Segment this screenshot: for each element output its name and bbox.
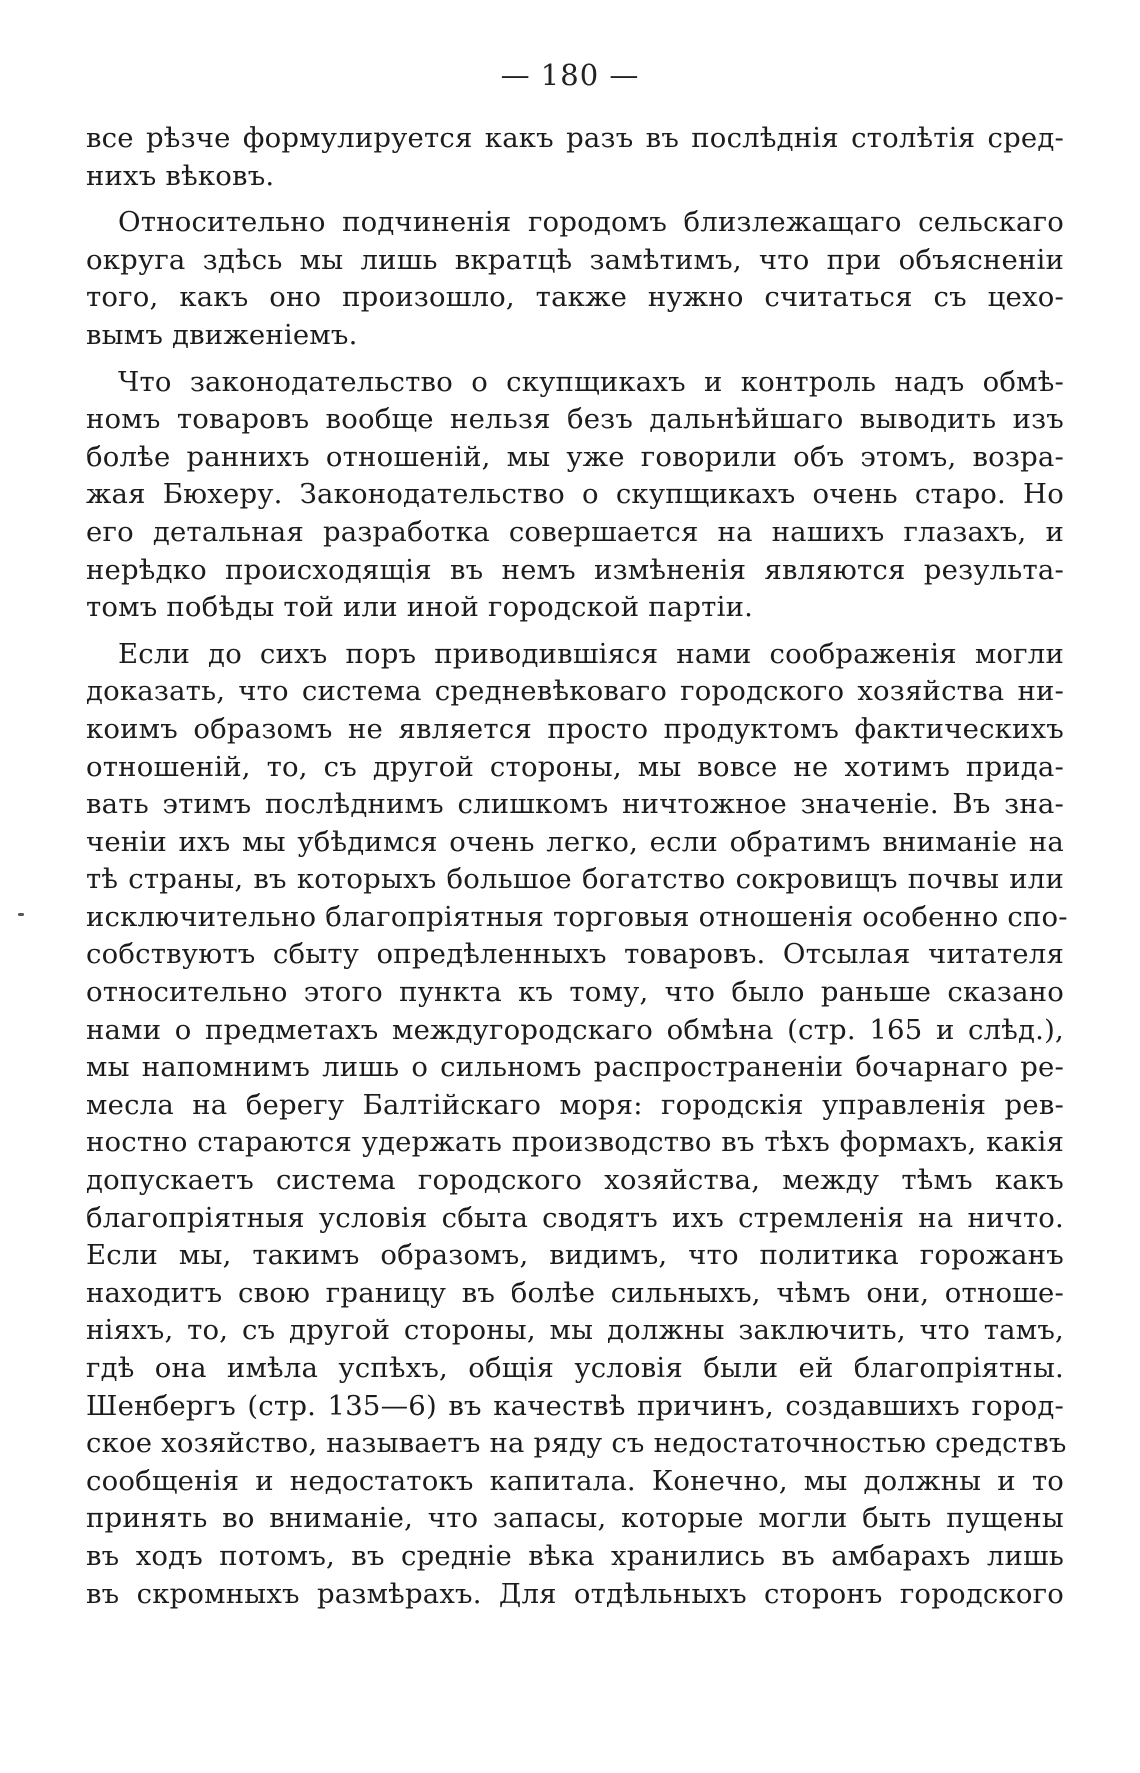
text-line: Если до сихъ поръ приводившіяся нами соображенія могли [118,637,1064,670]
text-line: принять во вниманіе, что запасы, которые могли быть пущены [86,1502,1064,1535]
text-line: относительно этого пункта къ тому, что было раньше сказано [86,976,1064,1009]
text-line: Относительно подчиненія городомъ близлежащаго сельскаго [118,206,1064,239]
text-line: въ скромныхъ размѣрахъ. Для отдѣльныхъ сторонъ городского [86,1577,1064,1610]
text-line: находитъ свою границу въ болѣе сильныхъ, чѣмъ они, отноше- [86,1276,1064,1309]
text-line: нерѣдко происходящія въ немъ измѣненія являются результа- [86,553,1064,586]
paragraph-4 [86,636,1068,1613]
text-line: нихъ вѣковъ. [86,159,275,192]
text-line: томъ побѣды той или иной городской партіи. [86,591,754,624]
page-number: — 180 — [500,58,640,92]
text-line: благопріятныя условія сбыта сводятъ ихъ стремленія на ничто. [86,1201,1064,1234]
text-line: доказать, что система средневѣковаго городского хозяйства ни- [86,675,1064,708]
text-line: допускаетъ система городского хозяйства, между тѣмъ какъ [86,1164,1064,1197]
text-line: номъ товаровъ вообще нельзя безъ дальнѣйшаго выводить изъ [86,403,1064,436]
text-line: ченіи ихъ мы убѣдимся очень легко, если обратимъ вниманіе на [86,825,1064,858]
text-line: того, какъ оно произошло, также нужно считаться съ цехо- [86,281,1064,314]
text-line: Если мы, такимъ образомъ, видимъ, что политика горожанъ [86,1239,1064,1272]
text-line: тѣ страны, въ которыхъ большое богатство сокровищъ почвы или [86,863,1064,896]
text-line: Шенбергъ (стр. 135—6) въ качествѣ причинъ, создавшихъ город- [86,1389,1064,1422]
text-line: въ ходъ потомъ, въ средніе вѣка хранились въ амбарахъ лишь [86,1539,1064,1572]
text-line: нами о предметахъ междугородскаго обмѣна (стр. 165 и слѣд.), [86,1013,1064,1046]
text-line: коимъ образомъ не является просто продуктомъ фактическихъ [86,712,1064,745]
text-line: отношеній, то, съ другой стороны, мы вовсе не хотимъ прида- [86,750,1064,783]
paragraph-3 [86,364,1064,627]
text-line: вымъ движеніемъ. [86,318,358,351]
text-line: ское хозяйство, называетъ на ряду съ недостаточностью средствъ [86,1427,1067,1460]
text-line: его детальная разработка совершается на нашихъ глазахъ, и [86,515,1064,548]
paragraph-2 [86,204,1064,354]
text-line: округа здѣсь мы лишь вкратцѣ замѣтимъ, что при объясненіи [86,243,1064,276]
text-line: сообщенія и недостатокъ капитала. Конечно, мы должны и то [86,1464,1064,1497]
body-text [86,120,1068,1613]
text-line: вать этимъ послѣднимъ слишкомъ ничтожное значеніе. Въ зна- [86,788,1064,821]
text-line: жая Бюхеру. Законодательство о скупщикахъ очень старо. Но [86,478,1064,511]
text-line: все рѣзче формулируется какъ разъ въ послѣднія столѣтія сред- [86,122,1064,154]
text-line: болѣе раннихъ отношеній, мы уже говорили объ этомъ, возра- [86,440,1064,473]
text-line: собствуютъ сбыту опредѣленныхъ товаровъ. Отсылая читателя [86,938,1064,971]
text-line: месла на берегу Балтійскаго моря: городскія управленія рев- [86,1088,1064,1121]
text-line: мы напомнимъ лишь о сильномъ распространеніи бочарнаго ре- [86,1051,1064,1084]
text-line: гдѣ она имѣла успѣхъ, общія условія были ей благопріятны. [86,1352,1064,1384]
stray-ink-mark [18,913,24,916]
text-line: ностно стараются удержать производство въ тѣхъ формахъ, какія [86,1126,1064,1159]
paragraph-1 [86,120,1064,195]
text-line: исключительно благопріятныя торговыя отношенія особенно спо- [86,900,1068,933]
text-line: ніяхъ, то, съ другой стороны, мы должны заключить, что тамъ, [86,1314,1064,1347]
text-line: Что законодательство о скупщикахъ и контроль надъ обмѣ- [118,365,1064,398]
